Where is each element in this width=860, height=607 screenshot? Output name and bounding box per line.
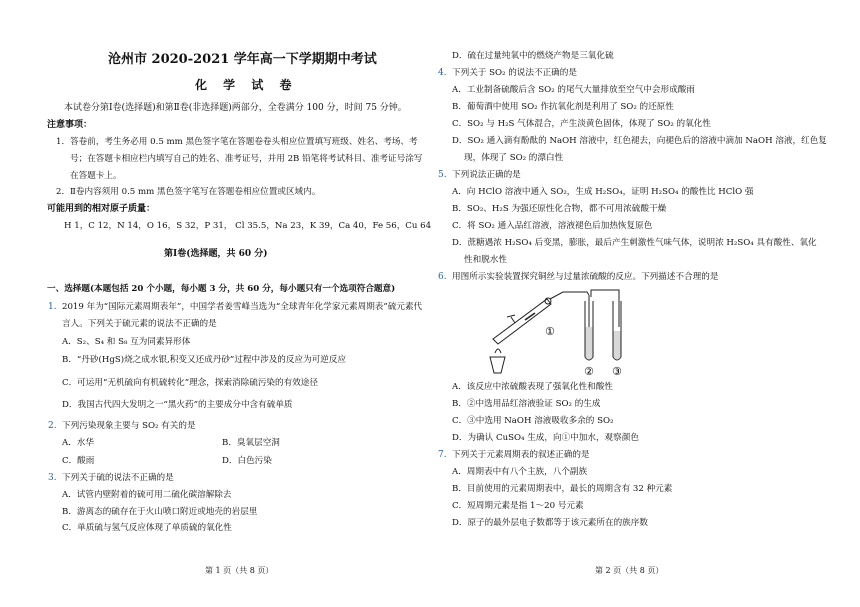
question-4-stem: 下列关于 SO₂ 的说法不正确的是 xyxy=(452,68,577,78)
option-b: B．游离态的硫存在于火山喷口附近或地壳的岩层里 xyxy=(62,507,258,517)
option-d: D．硫在过量纯氧中的燃烧产物是三氧化硫 xyxy=(452,51,614,61)
page-footer: 第 2 页（共 8 页） xyxy=(595,566,664,575)
option-c: C．单质硫与氢气反应体现了单质硫的氧化性 xyxy=(62,523,232,533)
figure-label: ③ xyxy=(612,365,622,377)
option-d: D．我国古代四大发明之一“黑火药”的主要成分中含有硫单质 xyxy=(62,400,293,410)
option-d-line-2: 现，体现了 SO₂ 的漂白性 xyxy=(464,153,564,163)
option-c: C．短周期元素是指 1～20 号元素 xyxy=(452,501,584,511)
option-d-line-1: D．SO₂ 通入滴有酚酞的 NaOH 溶液中，红色褪去，向褪色后的溶液中滴加 NaOH 溶液，红色复 xyxy=(452,136,827,146)
section-1-heading: 一、选择题(本题包括 20 个小题，每小题 3 分，共 60 分，每小题只有一个选项符合题意) xyxy=(47,284,396,294)
figure-label: ② xyxy=(584,365,594,377)
exam-intro: 本试卷分第Ⅰ卷(选择题)和第Ⅱ卷(非选择题)两部分，全卷满分 100 分，时间 75 分钟。 xyxy=(64,103,407,113)
notice-2: 2．Ⅱ卷内容须用 0.5 mm 黑色签字笔写在答题卷相应位置或区域内。 xyxy=(56,187,321,197)
question-number: 6. xyxy=(438,272,447,282)
question-6-stem: 用图所示实验装置探究铜丝与过量浓硫酸的反应。下列描述不合理的是 xyxy=(452,272,719,282)
atomic-mass-list: H 1，C 12，N 14，O 16，S 32，P 31， Cl 35.5，Na 23，K 39，Ca 40，Fe 56，Cu 64 xyxy=(64,221,432,231)
option-d: D．白色污染 xyxy=(222,456,272,466)
page-2 xyxy=(430,0,860,607)
question-number: 5. xyxy=(438,170,447,180)
option-b: B．SO₂、H₂S 为强还原性化合物，都不可用浓硫酸干燥 xyxy=(452,204,667,214)
option-b: B．②中选用品红溶液验证 SO₂ 的生成 xyxy=(452,399,601,409)
option-a: A．S₂、S₄ 和 S₈ 互为同素异形体 xyxy=(62,337,191,347)
part-1-heading: 第Ⅰ卷(选择题，共 60 分) xyxy=(164,249,268,259)
question-3-stem: 下列关于硫的说法不正确的是 xyxy=(62,473,174,483)
question-number: 3. xyxy=(48,473,57,483)
option-b: B．“丹砂(HgS)烧之成水银,积变又还成丹砂”过程中涉及的反应为可逆反应 xyxy=(62,355,347,365)
question-number: 1. xyxy=(48,302,57,312)
option-a: A．周期表中有八个主族，八个副族 xyxy=(452,467,588,477)
option-a: A．试管内壁附着的硫可用二硫化碳溶解除去 xyxy=(62,490,232,500)
question-7-stem: 下列关于元素周期表的叙述正确的是 xyxy=(452,450,590,460)
question-number: 2. xyxy=(48,421,57,431)
question-2-stem: 下列污染现象主要与 SO₂ 有关的是 xyxy=(62,421,196,431)
option-a: A．该反应中浓硫酸表现了强氧化性和酸性 xyxy=(452,382,613,392)
exam-title: 沧州市 2020-2021 学年高一下学期期中考试 xyxy=(108,52,377,67)
question-number: 7. xyxy=(438,450,447,460)
notice-1-line-1: 1．答卷前，考生务必用 0.5 mm 黑色签字笔在答题卷卷头相应位置填写班级、姓名、考场、考 xyxy=(56,137,418,147)
option-a: A．工业制备硫酸后含 SO₂ 的尾气大量排放至空气中会形成酸雨 xyxy=(452,85,695,95)
question-1-stem-line-2: 言人。下列关于硫元素的说法不正确的是 xyxy=(62,319,217,329)
option-b: B．葡萄酒中使用 SO₂ 作抗氧化剂是利用了 SO₂ 的还原性 xyxy=(452,102,674,112)
option-b: B．目前使用的元素周期表中，最长的周期含有 32 种元素 xyxy=(452,484,673,494)
notice-1-line-3: 在答题卡上。 xyxy=(70,171,122,181)
question-1-stem-line-1: 2019 年为“国际元素周期表年”，中国学者姜雪峰当选为“全球青年化学家元素周期表”硫元素代 xyxy=(62,302,423,312)
option-c: C．③中选用 NaOH 溶液吸收多余的 SO₂ xyxy=(452,416,614,426)
option-a: A．水华 xyxy=(62,438,94,448)
option-d: D．原子的最外层电子数都等于该元素所在的族序数 xyxy=(452,518,648,528)
option-d-line-1: D．蔗糖遇浓 H₂SO₄ 后变黑，膨胀，最后产生刺激性气味气体，说明浓 H₂SO₄ 具有酸性、氧化 xyxy=(452,238,817,248)
option-c: C．酸雨 xyxy=(62,456,95,466)
exam-subject: 化 学 试 卷 xyxy=(195,78,298,92)
option-c: C．将 SO₂ 通入品红溶液，溶液褪色后加热恢复原色 xyxy=(452,221,653,231)
option-c: C．可运用“无机硫向有机硫转化”理念，探索消除硫污染的有效途径 xyxy=(62,378,318,388)
apparatus-figure xyxy=(485,287,660,377)
question-number: 4. xyxy=(438,68,447,78)
page-footer: 第 1 页（共 8 页） xyxy=(205,566,274,575)
notice-1-line-2: 号；在答题卡相应栏内填写自己的姓名、准考证号，并用 2B 铅笔将考试科目、准考证号涂写 xyxy=(70,154,423,164)
option-d-line-2: 性和脱水性 xyxy=(464,255,507,265)
notice-heading: 注意事项： xyxy=(47,120,93,130)
option-b: B．臭氧层空洞 xyxy=(222,438,280,448)
figure-label: ① xyxy=(545,325,555,338)
option-a: A．向 HClO 溶液中通入 SO₂，生成 H₂SO₄，证明 H₂SO₄ 的酸性比 HClO 强 xyxy=(452,187,754,197)
option-d: D．为确认 CuSO₄ 生成，向①中加水，观察颜色 xyxy=(452,433,639,443)
atomic-mass-heading: 可能用到的相对原子质量： xyxy=(47,204,156,214)
option-c: C．SO₂ 与 H₂S 气体混合，产生淡黄色固体，体现了 SO₂ 的氧化性 xyxy=(452,119,711,129)
question-5-stem: 下列说法正确的是 xyxy=(452,170,521,180)
